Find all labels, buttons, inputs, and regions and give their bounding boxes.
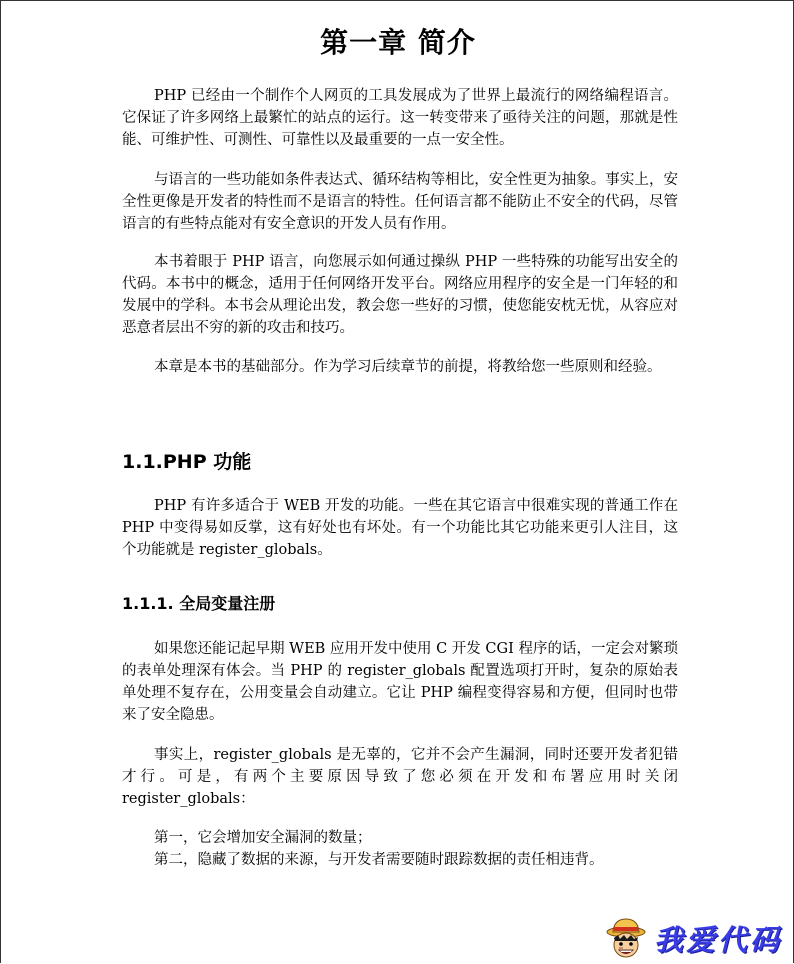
subsection-paragraph-2: 事实上，register_globals 是无辜的，它并不会产生漏洞，同时还要开发者犯错才行。可是，有两个主要原因导致了您必须在开发和布署应用时关闭 register_globals： bbox=[122, 747, 678, 807]
list-item-2: 第二，隐藏了数据的来源，与开发者需要随时跟踪数据的责任相违背。 bbox=[154, 852, 604, 868]
list-item-1: 第一，它会增加安全漏洞的数量； bbox=[154, 830, 372, 846]
section-heading: 1.1.PHP 功能 bbox=[122, 451, 252, 473]
intro-paragraph-2: 与语言的一些功能如条件表达式、循环结构等相比，安全性更为抽象。事实上，安全性更像是开发者的特性而不是语言的特性。任何语言都不能防止不安全的代码，尽管语言的有些特点能对有安全意识的开发人员有作用。 bbox=[122, 172, 678, 232]
intro-paragraph-1: PHP 已经由一个制作个人网页的工具发展成为了世界上最流行的网络编程语言。它保证了许多网络上最繁忙的站点的运行。这一转变带来了亟待关注的问题，那就是性能、可维护性、可测性、可靠性以及最重要的一点一安全性。 bbox=[122, 88, 678, 148]
straw-hat-pirate-avatar-icon bbox=[606, 916, 646, 960]
subsection-heading: 1.1.1. 全局变量注册 bbox=[122, 594, 276, 613]
subsection-paragraph-1: 如果您还能记起早期 WEB 应用开发中使用 C 开发 CGI 程序的话，一定会对繁琐的表单处理深有体会。当 PHP 的 register_globals 配置选项打开时，复杂的原始表单处理不复存在，公用变量会自动建立。它让 PHP 编程变得容易和方便，但同时也带来了安全隐患。 bbox=[122, 641, 678, 723]
watermark bbox=[606, 914, 792, 962]
chapter-title: 第一章 简介 bbox=[320, 26, 476, 59]
watermark-text: 我爱代码 bbox=[654, 922, 783, 957]
section-paragraph: PHP 有许多适合于 WEB 开发的功能。一些在其它语言中很难实现的普通工作在 PHP 中变得易如反掌，这有好处也有坏处。有一个功能比其它功能来更引人注目，这个功能就是 register_globals。 bbox=[122, 498, 678, 558]
intro-paragraph-4: 本章是本书的基础部分。作为学习后续章节的前提，将教给您一些原则和经验。 bbox=[154, 359, 662, 375]
intro-paragraph-3: 本书着眼于 PHP 语言，向您展示如何通过操纵 PHP 一些特殊的功能写出安全的代码。本书中的概念，适用于任何网络开发平台。网络应用程序的安全是一门年轻的和发展中的学科。本书会从理论出发，教会您一些好的习惯，使您能安枕无忧，从容应对恶意者层出不穷的新的攻击和技巧。 bbox=[122, 254, 678, 336]
